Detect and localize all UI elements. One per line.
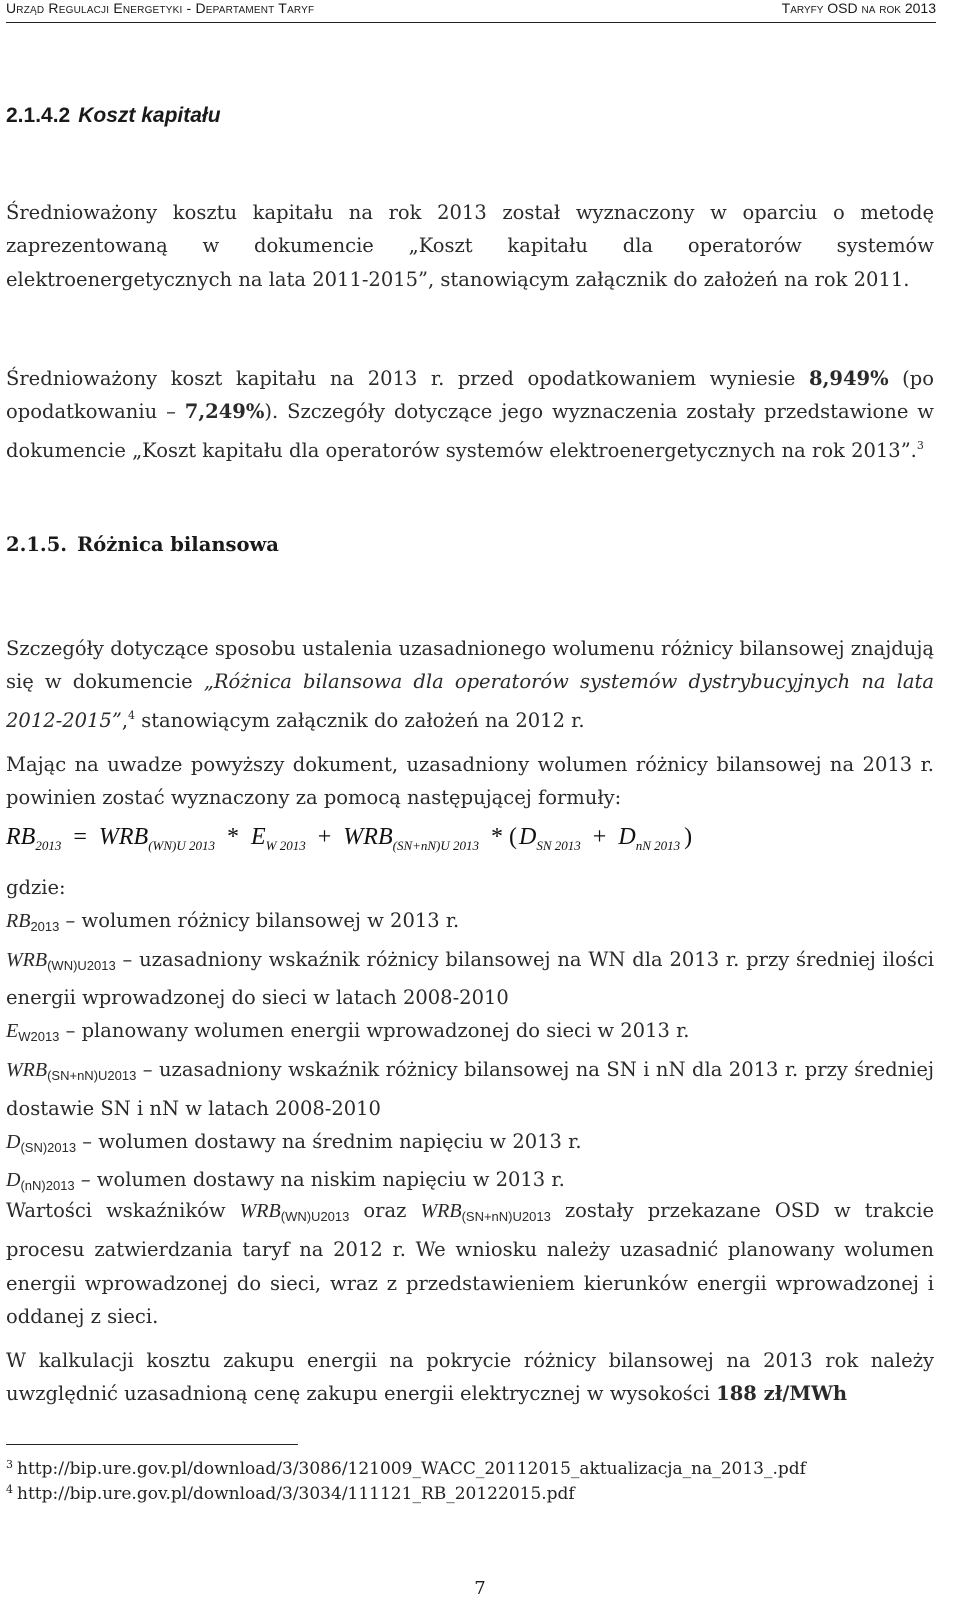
paragraph-indicators — [6, 1194, 934, 1333]
term: RB — [6, 909, 31, 932]
term-sub: 2013 — [30, 918, 60, 934]
header-right: Taryfy OSD na rok 2013 — [781, 0, 936, 16]
paragraph-rb-source — [6, 632, 934, 737]
definition-item — [6, 1126, 934, 1165]
definition-item — [6, 905, 934, 944]
formula-e: E — [250, 824, 266, 850]
term: D — [6, 1130, 21, 1153]
term-sub: (nN)2013 — [20, 1178, 75, 1194]
text-span: oraz — [349, 1199, 421, 1222]
text-span: Szczegóły dotyczące sposobu ustalenia uzasadnionego wolumenu różnicy bilansowej znajdują się w dokumencie — [6, 637, 934, 694]
footnote-3 — [6, 1458, 806, 1479]
formula-plus: + — [317, 824, 332, 850]
term-sub: W2013 — [18, 1029, 60, 1045]
wacc-post-tax: 7,249% — [184, 400, 265, 424]
text-span: , — [121, 708, 129, 732]
definition-text: – wolumen dostawy na niskim napięciu w 2013 r. — [74, 1168, 565, 1192]
header-left: Urząd Regulacji Energetyki - Departament Taryf — [6, 0, 315, 16]
footnote-4 — [6, 1483, 575, 1504]
formula-paren: ) — [684, 824, 693, 850]
formula-paren: ( — [509, 824, 518, 850]
formula-sub: W 2013 — [265, 838, 306, 853]
term-sub: (SN)2013 — [20, 1139, 77, 1155]
term-sub: (SN+nN)U2013 — [461, 1209, 551, 1224]
footnote-ref-4: 4 — [128, 708, 136, 722]
definition-text: – planowany wolumen energii wprowadzonej do sieci w 2013 r. — [59, 1019, 690, 1043]
formula-sub: (SN+nN)U 2013 — [392, 838, 480, 853]
term-sub: (WN)U2013 — [47, 957, 116, 973]
page-header — [6, 0, 936, 23]
section-number: 2.1.5. — [6, 533, 68, 556]
formula-sub: SN 2013 — [536, 838, 581, 853]
formula-wrb-wn: WRB — [98, 824, 149, 850]
section-heading-2142 — [6, 104, 221, 128]
text-span: ). Szczegóły dotyczące jego wyznaczenia zostały przedstawione w dokumencie „Koszt kapitału dla operatorów systemów elektroenergetycznych na rok 2013”. — [6, 400, 934, 462]
formula-sub: 2013 — [35, 838, 62, 853]
document-title: „Różnica bilansowa dla operatorów systemów dystrybucyjnych na lata 2012-2015” — [6, 670, 934, 732]
definition-text: – wolumen różnicy bilansowej w 2013 r. — [59, 908, 460, 932]
footnote-link[interactable]: http://bip.ure.gov.pl/download/3/3086/121009_WACC_20112015_aktualizacja_na_2013_.pdf — [17, 1459, 806, 1479]
formula-d-nn: D — [618, 824, 636, 850]
text-span: W kalkulacji kosztu zakupu energii na pokrycie różnicy bilansowej na 2013 rok należy uwzględnić uzasadnioną cenę zakupu energii elektrycznej w wysokości — [6, 1349, 934, 1406]
footnote-number: 4 — [6, 1483, 13, 1496]
formula-eq: = — [73, 824, 87, 850]
energy-price: 188 zł/MWh — [716, 1382, 848, 1406]
footnote-divider — [6, 1444, 298, 1445]
section-number: 2.1.4.2 — [6, 104, 71, 127]
term: WRB — [239, 1200, 281, 1222]
paragraph-formula-intro: Mając na uwadze powyższy dokument, uzasadniony wolumen różnicy bilansowej na 2013 r. powinien zostać wyznaczony za pomocą następującej formuły: — [6, 753, 934, 809]
term: WRB — [420, 1200, 462, 1222]
formula-rb2013 — [6, 824, 934, 868]
text-span: (po opodatkowaniu – — [6, 367, 934, 424]
formula-sub: (WN)U 2013 — [148, 838, 215, 853]
section-title: Koszt kapitału — [78, 104, 221, 127]
definition-item — [6, 1015, 934, 1054]
definition-text: – uzasadniony wskaźnik różnicy bilansowej na SN i nN dla 2013 r. przy średniej dostawie SN i nN w latach 2008-2010 — [6, 1057, 934, 1120]
section-title: Różnica bilansowa — [77, 533, 279, 556]
formula-wrb-sn: WRB — [343, 824, 393, 850]
page-number: 7 — [474, 1578, 486, 1599]
formula-mult: * — [226, 824, 239, 850]
formula-plus: + — [592, 824, 607, 850]
term: D — [6, 1169, 21, 1192]
term: WRB — [6, 1058, 48, 1081]
footnote-number: 3 — [6, 1458, 13, 1471]
definition-text: – wolumen dostawy na średnim napięciu w 2013 r. — [76, 1129, 582, 1153]
formula-d-sn: D — [519, 824, 537, 850]
formula-mult: * — [491, 824, 504, 850]
wacc-pre-tax: 8,949% — [809, 367, 889, 390]
term: E — [6, 1020, 19, 1043]
definitions-list — [6, 872, 934, 1203]
text-span: zostały przekazane OSD w trakcie procesu zatwierdzania taryf na 2012 r. We wniosku należy uzasadnić planowany wolumen energii wprowadzonej do sieci, wraz z przedstawieniem kierunków energii wprowadzonej i oddanej z sieci. — [6, 1199, 935, 1328]
text-span: stanowiącym załącznik do założeń na 2012 r. — [135, 708, 585, 732]
section-heading-215 — [6, 533, 279, 556]
definition-text: – uzasadniony wskaźnik różnicy bilansowej na WN dla 2013 r. przy średniej ilości energii wprowadzonej do sieci w latach 2008-2010 — [6, 947, 934, 1010]
text-span: Wartości wskaźników — [6, 1199, 240, 1222]
paragraph-wacc-method: Średnioważony kosztu kapitału na rok 2013 został wyznaczony w oparciu o metodę zaprezentowaną w dokumencie „Koszt kapitału dla operatorów systemów elektroenergetycznych na lata 2011-2015”, stanowiącym załącznik do założeń na rok 2011. — [6, 201, 934, 291]
formula-rb: RB — [6, 824, 36, 850]
footnote-ref-3: 3 — [916, 438, 924, 452]
where-label: gdzie: — [6, 876, 66, 899]
text-span: Średnioważony koszt kapitału na 2013 r. przed opodatkowaniem wyniesie — [6, 367, 810, 390]
term-sub: (SN+nN)U2013 — [47, 1067, 137, 1083]
term: WRB — [6, 948, 48, 971]
definition-item — [6, 944, 934, 1016]
formula-sub: nN 2013 — [635, 838, 681, 853]
paragraph-price — [6, 1344, 934, 1411]
term-sub: (WN)U2013 — [280, 1209, 350, 1224]
paragraph-wacc-value — [6, 362, 934, 467]
definition-item — [6, 1054, 934, 1126]
footnote-link[interactable]: http://bip.ure.gov.pl/download/3/3034/111121_RB_20122015.pdf — [17, 1484, 575, 1504]
